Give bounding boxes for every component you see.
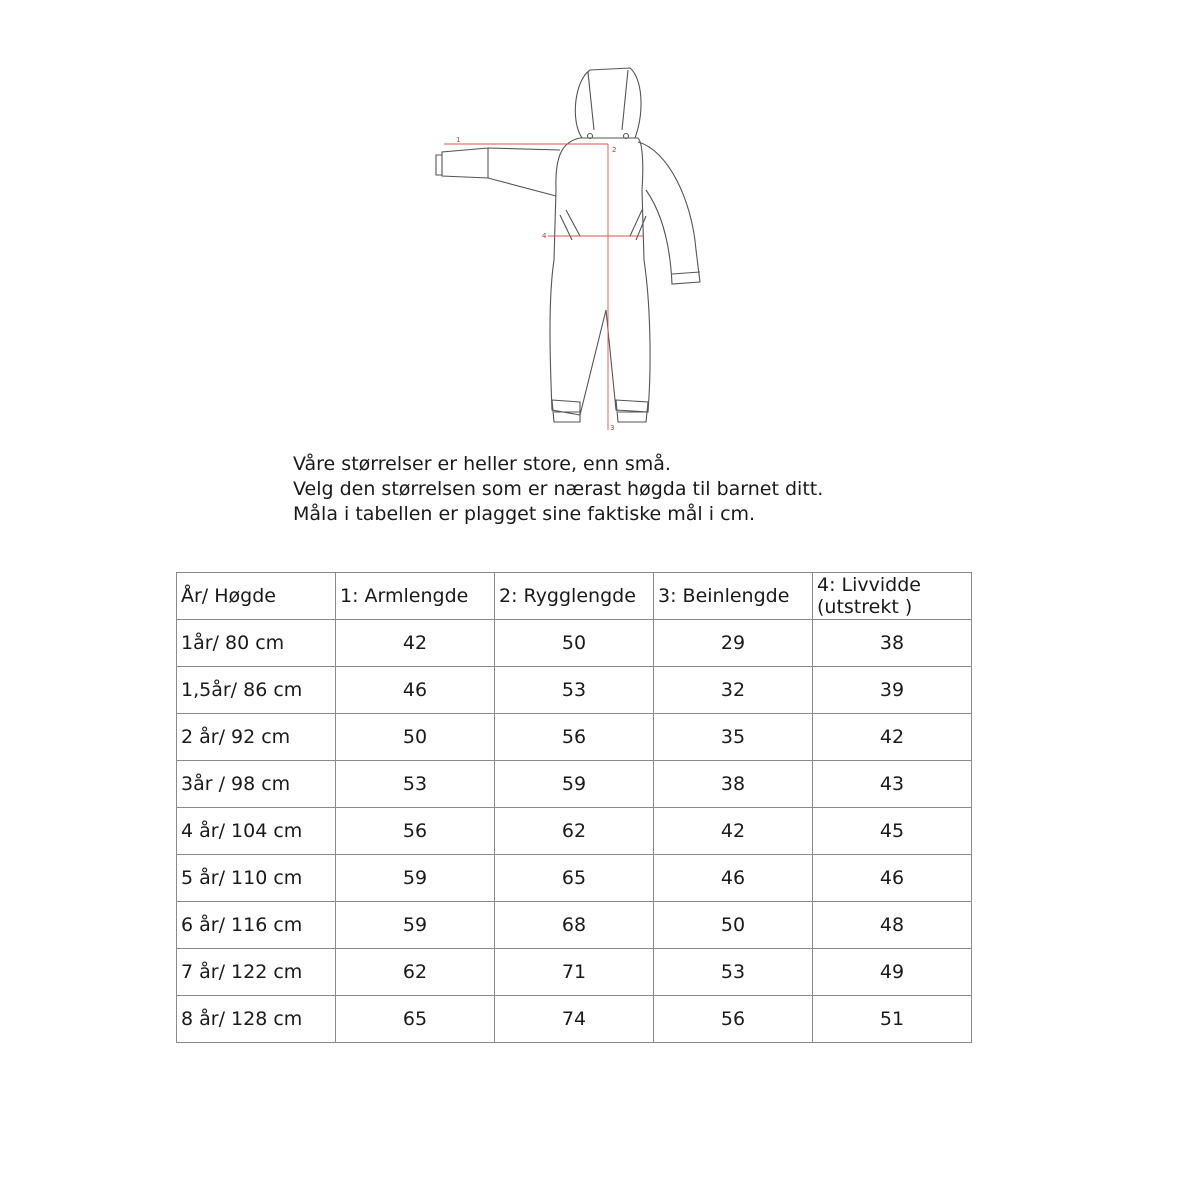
measure-label-4: 4 [542,232,547,240]
table-row [177,714,972,761]
cell-waist-width: 48 [813,902,972,949]
cell-size: 1år/ 80 cm [177,620,336,667]
header-leg-length: 3: Beinlengde [654,573,813,620]
overall-technical-drawing [430,60,720,450]
cell-size: 1,5år/ 86 cm [177,667,336,714]
cell-size: 3år / 98 cm [177,761,336,808]
table-row [177,949,972,996]
cell-back-length: 56 [495,714,654,761]
table-row [177,808,972,855]
sizing-notes [293,452,823,527]
cell-waist-width: 51 [813,996,972,1043]
cell-size: 5 år/ 110 cm [177,855,336,902]
cell-leg-length: 38 [654,761,813,808]
header-waist-width: 4: Livvidde (utstrekt ) [813,573,972,620]
cell-waist-width: 42 [813,714,972,761]
note-line-1: Våre størrelser er heller store, enn små. [293,453,671,475]
table-row [177,761,972,808]
cell-waist-width: 38 [813,620,972,667]
cell-size: 7 år/ 122 cm [177,949,336,996]
cell-arm-length: 59 [336,902,495,949]
cell-leg-length: 50 [654,902,813,949]
cell-back-length: 50 [495,620,654,667]
note-line-2: Velg den størrelsen som er nærast høgda til barnet ditt. [293,478,824,500]
cell-arm-length: 62 [336,949,495,996]
cell-arm-length: 59 [336,855,495,902]
measure-label-3: 3 [610,424,615,432]
cell-arm-length: 53 [336,761,495,808]
table-row [177,996,972,1043]
cell-leg-length: 46 [654,855,813,902]
cell-waist-width: 39 [813,667,972,714]
cell-size: 2 år/ 92 cm [177,714,336,761]
cell-waist-width: 49 [813,949,972,996]
header-back-length: 2: Rygglengde [495,573,654,620]
cell-size: 8 år/ 128 cm [177,996,336,1043]
header-arm-length: 1: Armlengde [336,573,495,620]
measure-label-1: 1 [456,136,461,144]
cell-arm-length: 56 [336,808,495,855]
cell-arm-length: 65 [336,996,495,1043]
table-row [177,620,972,667]
cell-back-length: 74 [495,996,654,1043]
cell-arm-length: 42 [336,620,495,667]
cell-leg-length: 56 [654,996,813,1043]
table-row [177,855,972,902]
cell-back-length: 59 [495,761,654,808]
overall-outline-svg [430,60,720,450]
cell-back-length: 68 [495,902,654,949]
cell-leg-length: 32 [654,667,813,714]
note-line-3: Måla i tabellen er plagget sine faktiske mål i cm. [293,503,756,525]
cell-waist-width: 45 [813,808,972,855]
cell-arm-length: 46 [336,667,495,714]
cell-leg-length: 35 [654,714,813,761]
header-size: År/ Høgde [177,573,336,620]
cell-size: 4 år/ 104 cm [177,808,336,855]
cell-back-length: 62 [495,808,654,855]
cell-back-length: 71 [495,949,654,996]
cell-size: 6 år/ 116 cm [177,902,336,949]
cell-waist-width: 43 [813,761,972,808]
size-table [176,572,972,1043]
cell-leg-length: 42 [654,808,813,855]
cell-waist-width: 46 [813,855,972,902]
table-row [177,902,972,949]
table-row [177,667,972,714]
cell-arm-length: 50 [336,714,495,761]
cell-back-length: 53 [495,667,654,714]
measure-label-2: 2 [612,146,617,154]
cell-leg-length: 53 [654,949,813,996]
cell-back-length: 65 [495,855,654,902]
table-header-row [177,573,972,620]
cell-leg-length: 29 [654,620,813,667]
